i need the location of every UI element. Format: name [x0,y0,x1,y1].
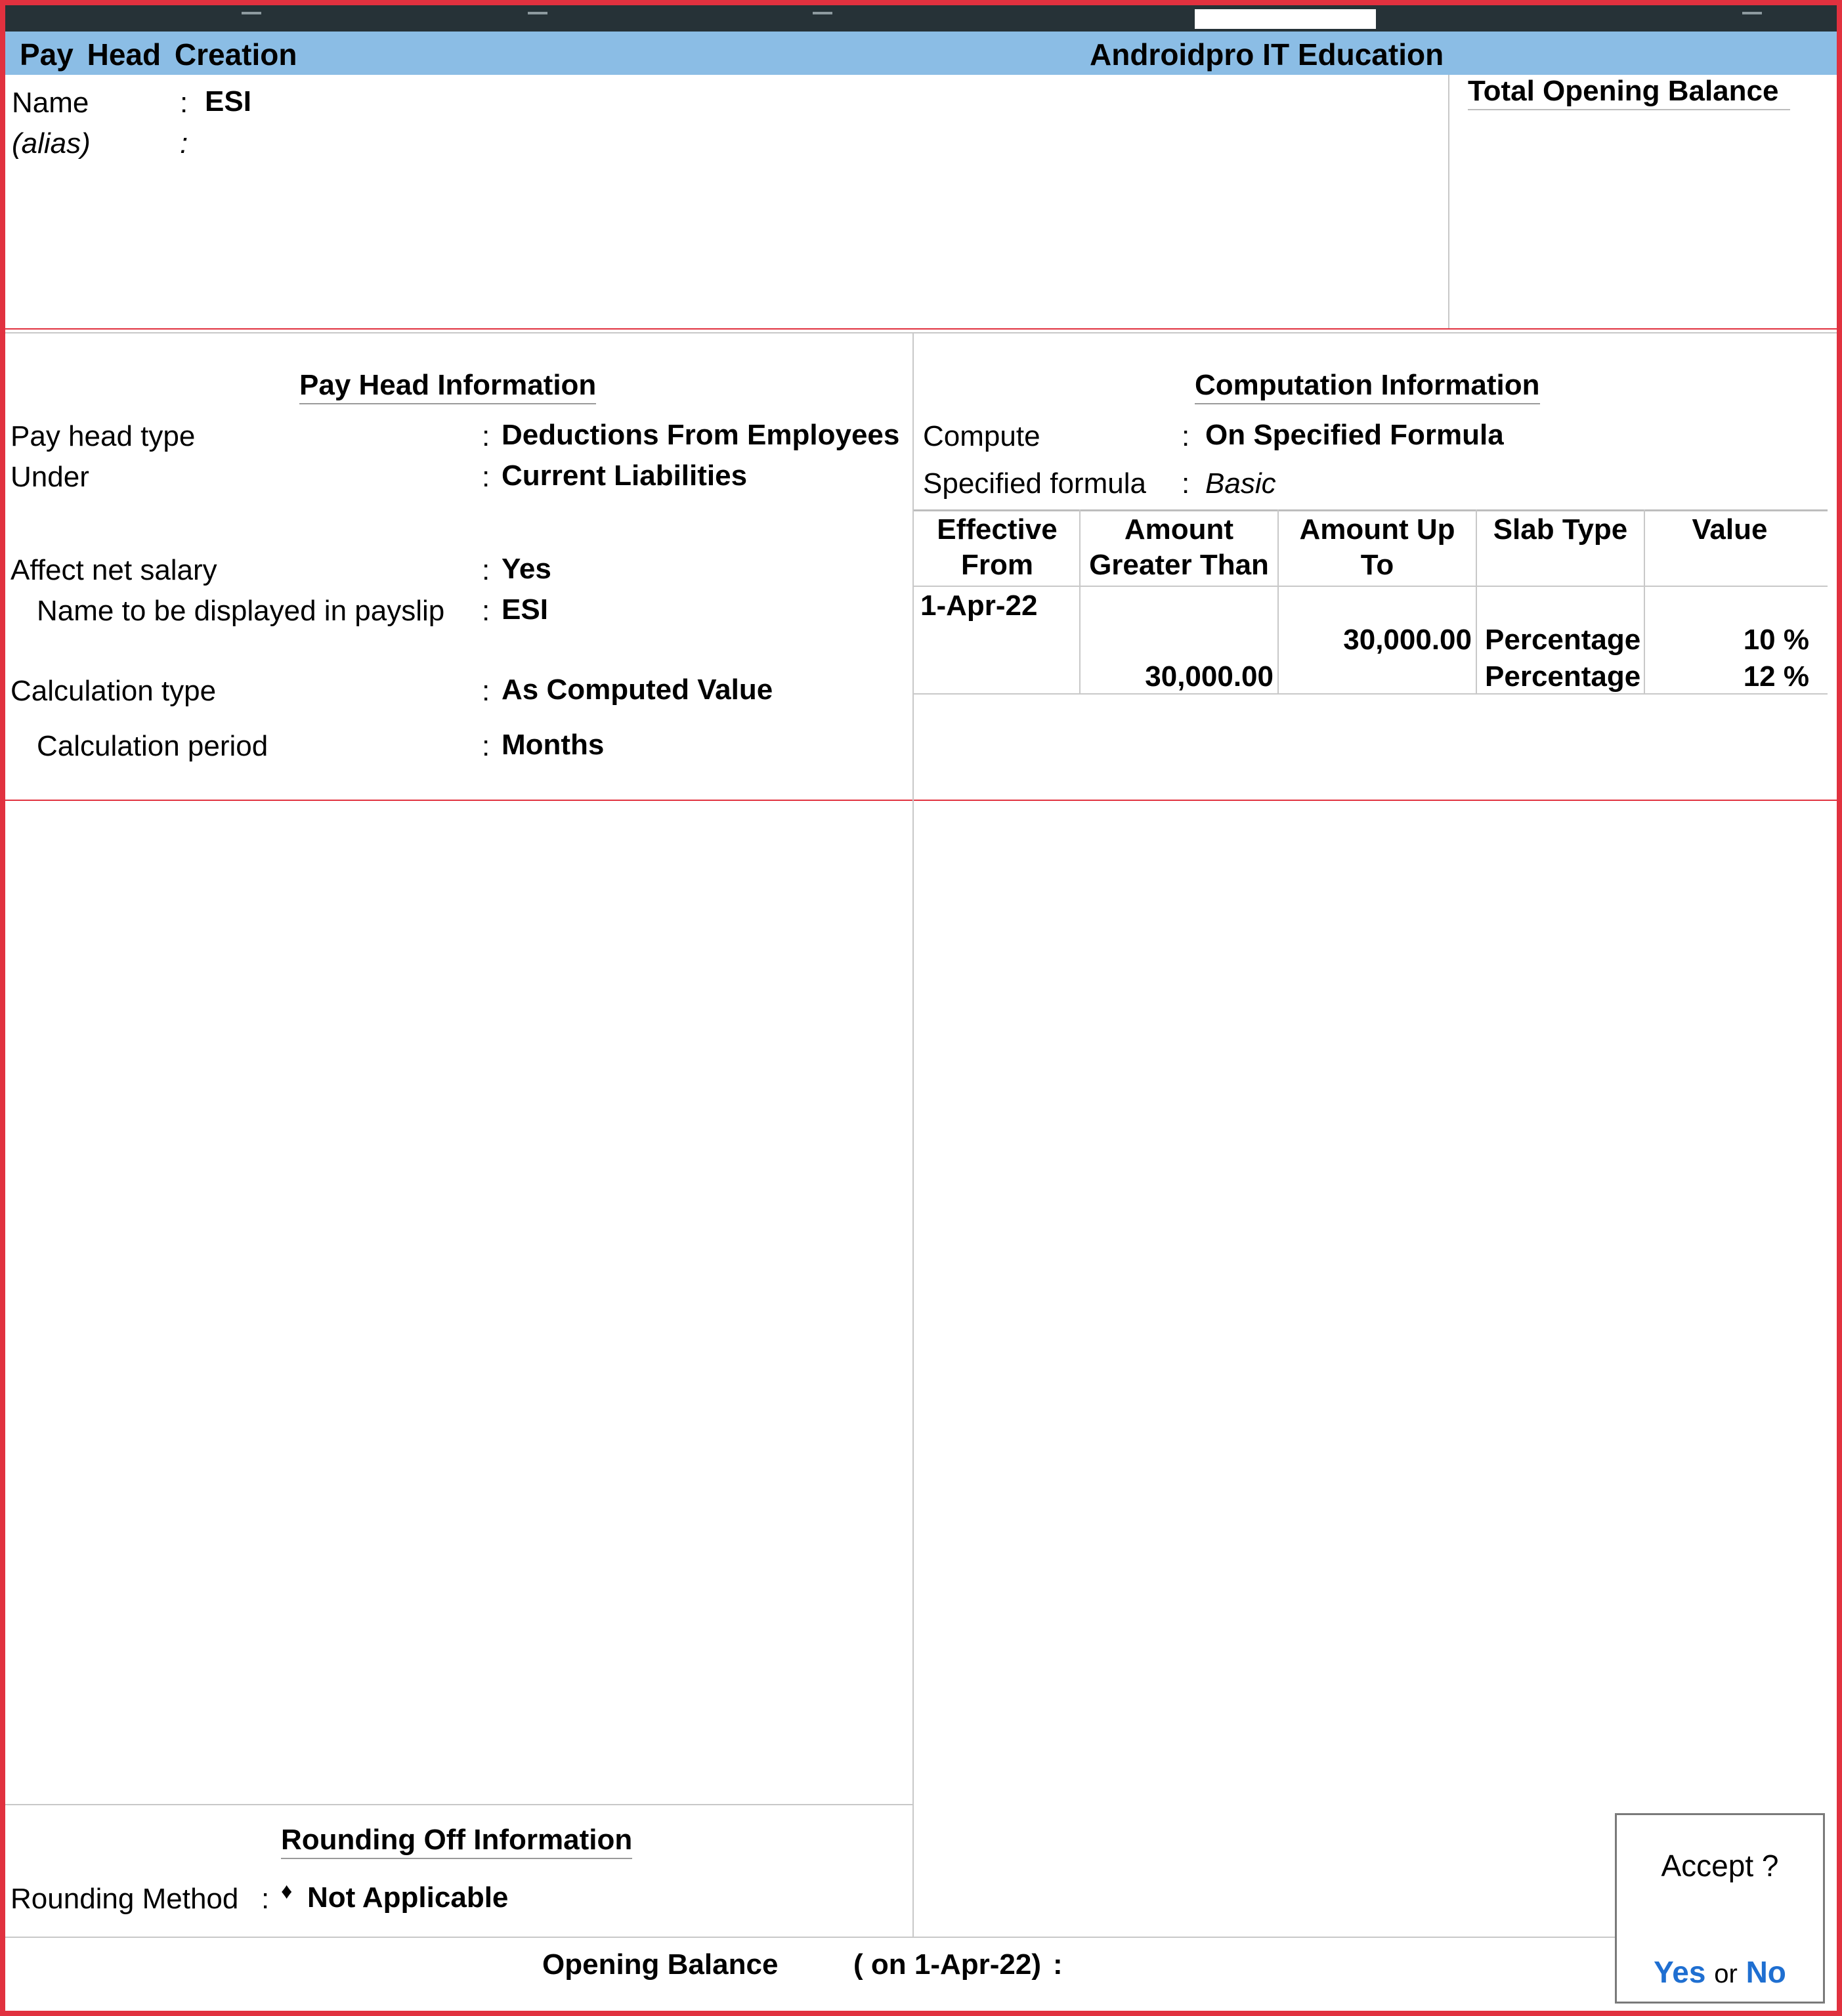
affect-net-salary-label: Affect net salary [11,554,217,586]
opening-balance-date: ( on 1-Apr-22) [853,1948,1041,1981]
section-separator [5,332,1837,333]
effective-from-cell[interactable]: 1-Apr-22 [920,590,1038,622]
panel-divider [912,332,914,1937]
pay-head-type-field[interactable]: Deductions From Employees [502,419,900,451]
col-header-value: Value [1692,513,1768,546]
menu-divider [528,12,547,14]
compute-label: Compute [923,420,1040,452]
screen-title: Pay Head Creation [20,37,297,72]
pay-head-info-heading: Pay Head Information [299,369,596,404]
menu-divider [813,12,832,14]
opening-balance-colon: : [1053,1948,1063,1981]
alias-colon: : [180,127,188,160]
col-header-amount-up-to: Amount Up To [1299,513,1455,581]
footer-separator [5,1937,1615,1938]
yes-button[interactable]: Yes [1654,1955,1706,1989]
col-header-amount-greater-than: Amount Greater Than [1089,513,1269,581]
rounding-method-label: Rounding Method [11,1883,239,1915]
under-field[interactable]: Current Liabilities [502,460,748,492]
section-separator [5,328,1837,330]
slab-type-cell[interactable]: Percentage [1485,624,1641,656]
colon: : [482,554,490,586]
affect-net-salary-field[interactable]: Yes [502,553,551,585]
payslip-name-label: Name to be displayed in payslip [37,595,445,627]
active-menu-tab[interactable] [1195,9,1376,29]
amount-greater-than-cell[interactable]: 30,000.00 [1145,660,1274,693]
table-col-divider [1277,509,1279,695]
colon: : [482,420,490,452]
under-label: Under [11,461,89,493]
menu-divider [242,12,261,14]
calculation-period-label: Calculation period [37,730,268,762]
section-separator [5,800,1837,801]
specified-formula-field[interactable]: Basic [1205,467,1276,500]
specified-formula-label: Specified formula [923,467,1146,500]
pay-head-type-label: Pay head type [11,420,196,452]
colon: : [482,675,490,707]
menu-divider [1742,12,1762,14]
payslip-name-field[interactable]: ESI [502,593,548,626]
compute-field[interactable]: On Specified Formula [1205,419,1504,451]
calculation-period-field[interactable]: Months [502,729,605,761]
colon: : [482,730,490,762]
or-text: or [1714,1960,1738,1988]
total-opening-balance-heading: Total Opening Balance [1468,75,1790,110]
table-col-divider [1476,509,1477,695]
name-field[interactable]: ESI [205,85,251,118]
header-divider [1448,75,1449,330]
top-menu-bar [5,5,1837,32]
calculation-type-label: Calculation type [11,675,217,707]
rounding-separator [5,1804,914,1805]
col-header-slab-type: Slab Type [1493,513,1628,546]
col-header-effective-from: Effective From [937,513,1058,581]
colon: : [482,461,490,493]
name-colon: : [180,87,188,119]
table-col-divider [1079,509,1081,695]
value-cell[interactable]: 10 % [1743,624,1809,656]
colon: : [1182,467,1190,500]
value-cell[interactable]: 12 % [1743,660,1809,693]
colon: : [482,595,490,627]
company-name: Androidpro IT Education [1090,37,1444,72]
no-button[interactable]: No [1746,1955,1786,1989]
colon: : [261,1883,270,1915]
opening-balance-label: Opening Balance [542,1948,779,1981]
computation-info-heading: Computation Information [1195,369,1540,404]
rounding-info-heading: Rounding Off Information [281,1824,632,1859]
calculation-type-field[interactable]: As Computed Value [502,674,773,706]
amount-up-to-cell[interactable]: 30,000.00 [1343,624,1472,656]
table-header-border [914,586,1828,587]
slab-type-cell[interactable]: Percentage [1485,660,1641,693]
accept-dialog [1615,1813,1825,2004]
colon: : [1182,420,1190,452]
alias-label: (alias) [12,127,91,160]
accept-options [1617,1954,1823,1990]
table-top-border [914,509,1828,511]
title-bar [5,32,1837,75]
diamond-icon: ♦ [281,1879,293,1904]
rounding-method-field[interactable]: Not Applicable [307,1881,509,1914]
name-label: Name [12,87,89,119]
table-bottom-border [914,693,1828,695]
accept-question: Accept ? [1661,1849,1779,1883]
table-col-divider [1644,509,1645,695]
